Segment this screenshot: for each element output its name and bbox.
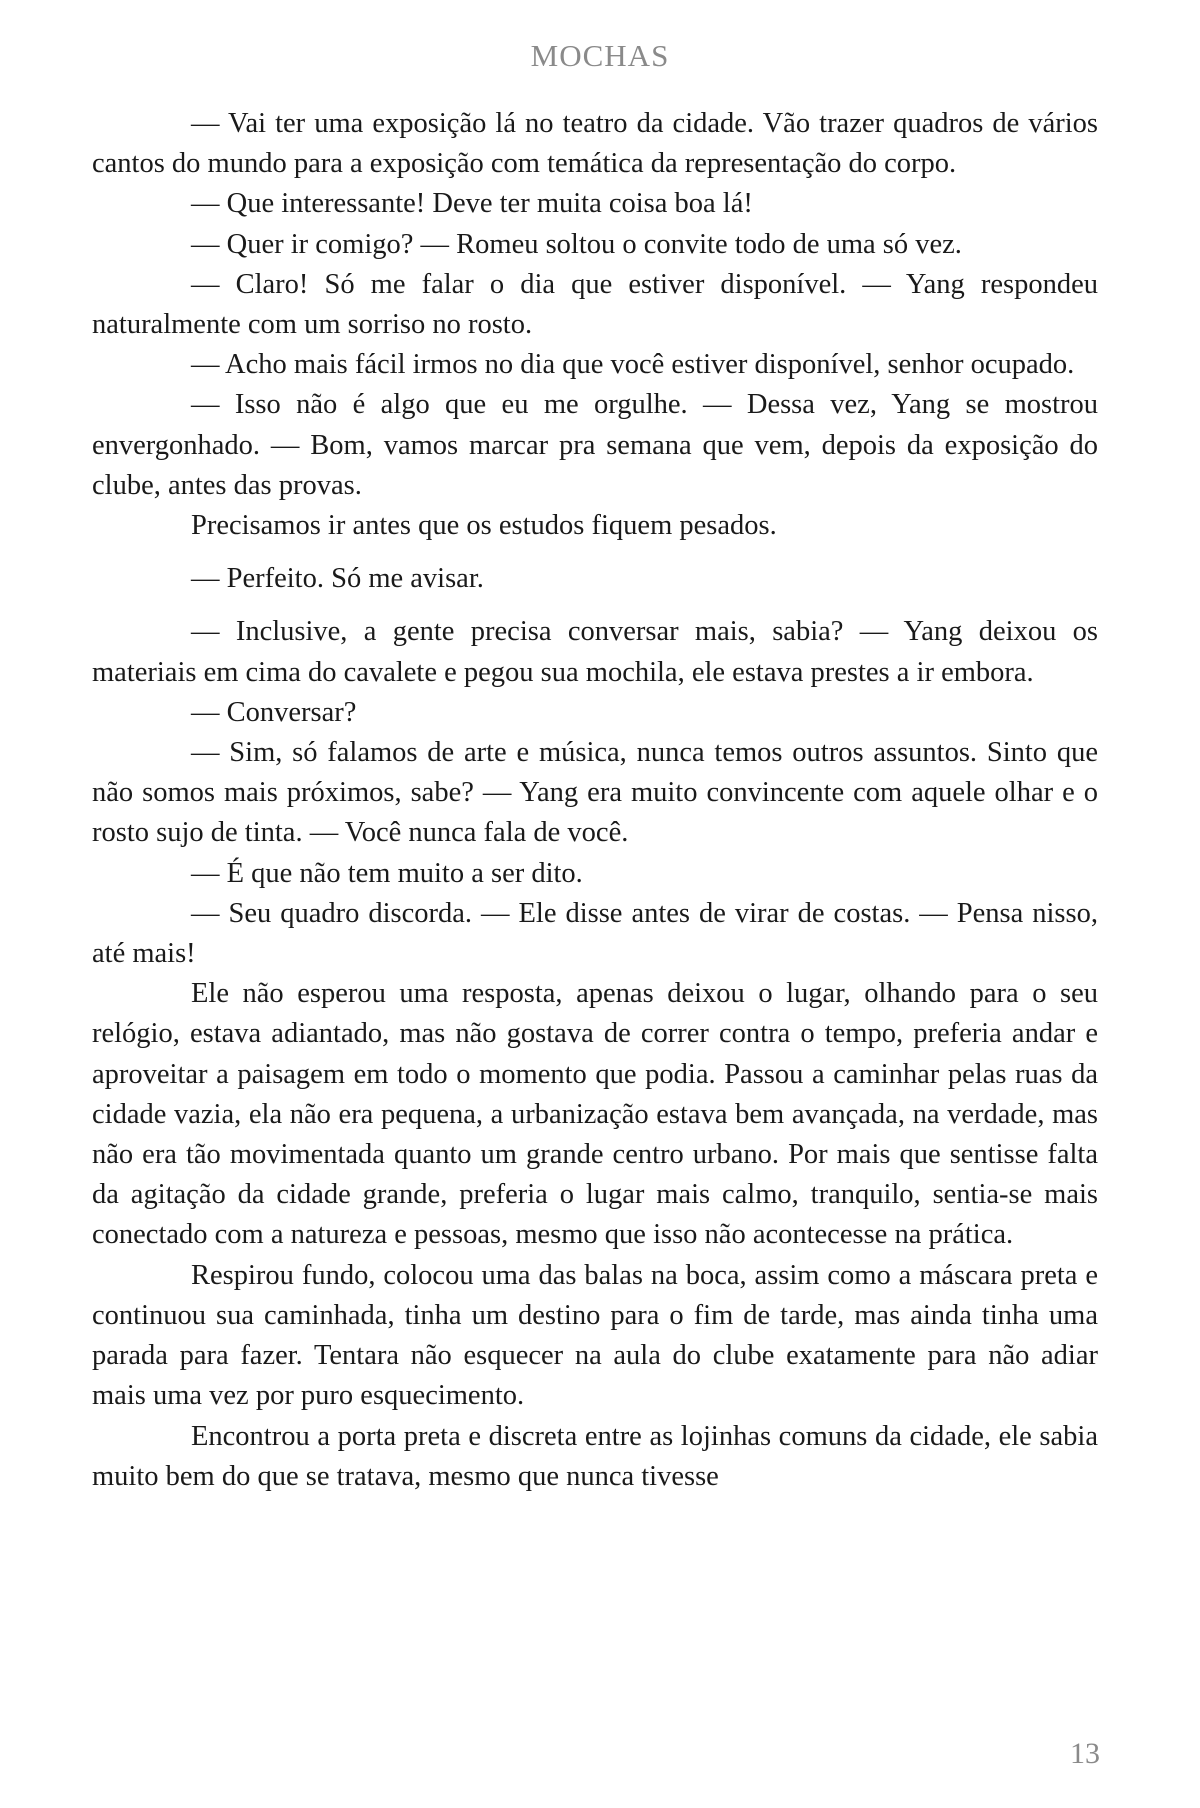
- paragraph: — Quer ir comigo? — Romeu soltou o convite todo de uma só vez.: [191, 228, 962, 260]
- paragraph: — Seu quadro discorda. — Ele disse antes de virar de costas. — Pensa nisso, até mais!: [92, 897, 1098, 970]
- running-title: MOCHAS: [530, 38, 670, 73]
- page-number: 13: [1070, 1737, 1100, 1770]
- body-text: [92, 104, 1098, 1497]
- paragraph: Respirou fundo, colocou uma das balas na boca, assim como a máscara preta e continuou sua caminhada, tinha um destino para o fim de tarde, mas ainda tinha uma parada para fazer. Tentara não esquecer na aula do clube exatamente para não adiar mais uma vez por puro esquecimento.: [92, 1259, 1098, 1412]
- paragraph: — Que interessante! Deve ter muita coisa boa lá!: [191, 188, 753, 220]
- paragraph: Ele não esperou uma resposta, apenas deixou o lugar, olhando para o seu relógio, estava adiantado, mas não gostava de correr contra o tempo, preferia andar e aproveitar a paisagem em todo o momento que podia. Passou a caminhar pelas ruas da cidade vazia, ela não era pequena, a urbanização estava bem avançada, na verdade, mas não era tão movimentada quanto um grande centro urbano. Por mais que sentisse falta da agitação da cidade grande, preferia o lugar mais calmo, tranquilo, sentia-se mais conectado com a natureza e pessoas, mesmo que isso não acontecesse na prática.: [92, 978, 1098, 1251]
- paragraph: — Conversar?: [191, 696, 357, 728]
- paragraph: — Isso não é algo que eu me orgulhe. — Dessa vez, Yang se mostrou envergonhado. — Bom, vamos marcar pra semana que vem, depois da exposição do clube, antes das provas.: [92, 389, 1098, 501]
- paragraph: — Vai ter uma exposição lá no teatro da cidade. Vão trazer quadros de vários cantos do mundo para a exposição com temática da representação do corpo.: [92, 108, 1098, 180]
- paragraph: — É que não tem muito a ser dito.: [191, 857, 583, 889]
- paragraph: — Acho mais fácil irmos no dia que você estiver disponível, senhor ocupado.: [191, 349, 1075, 381]
- paragraph: — Claro! Só me falar o dia que estiver disponível. — Yang respondeu naturalmente com um sorriso no rosto.: [92, 268, 1098, 341]
- paragraph: — Sim, só falamos de arte e música, nunca temos outros assuntos. Sinto que não somos mais próximos, sabe? — Yang era muito convincente com aquele olhar e o rosto sujo de tinta. — Você nunca fala de você.: [92, 737, 1098, 849]
- paragraph: Precisamos ir antes que os estudos fiquem pesados.: [191, 510, 777, 542]
- paragraph: — Perfeito. Só me avisar.: [191, 563, 484, 595]
- paragraph: — Inclusive, a gente precisa conversar mais, sabia? — Yang deixou os materiais em cima do cavalete e pegou sua mochila, ele estava prestes a ir embora.: [92, 616, 1098, 688]
- paragraph: Encontrou a porta preta e discreta entre as lojinhas comuns da cidade, ele sabia muito bem do que se tratava, mesmo que nunca tivesse: [92, 1420, 1098, 1492]
